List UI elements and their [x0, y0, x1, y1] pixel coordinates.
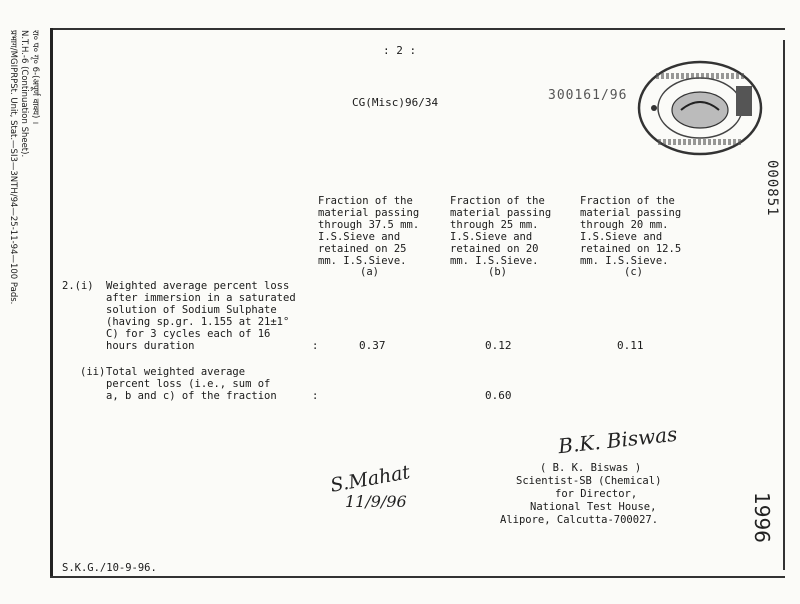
item-1-value-c: 0.11	[617, 339, 644, 352]
item-2-label: (ii)	[80, 366, 106, 378]
page-border-right	[783, 40, 785, 570]
signatory-name: ( B. K. Biswas )	[540, 462, 642, 474]
column-letter-c: (c)	[624, 266, 643, 278]
imprint-line-3: प्रभाग/MGIPRPSt. Unit, Stat.—SI3—3NTH/94—25-11-94—100 Pads.	[8, 30, 18, 305]
document-page: रा० प० गृ० 6-(अपूर्ण वाक्य) । N.T.H.-6 (Continuation Sheet). प्रभाग/MGIPRPSt. Unit, Stat.—SI3—3NTH/94—25-11-94—100 Pads. : 2 : CG(Misc)96/34 300161/96 000851 Fraction of the material passing through 37.5 mm. I.S.Sieve and retained on 25 mm. I.S.Sieve. (a) Fraction of the material passing through 25 mm. I.S.Sieve and retained on 20 mm. I.S.Sieve. (b) Fraction of the material passing through 20 mm. I.S.Sieve and retained on 12.5 mm. I.S.Sieve. (c) 2.(i) Weighted average percent loss after immersion in a saturated solution of Sodium Sulphate (having sp.gr. 1.155 at 21±1° C) for 3 cycles each of 16 hours duration : 0.37 0.12 0.11 (ii) Total weighted average percent loss (i.e., sum of a, b and c) of the fraction : 0.60 B.K. Biswas ( B. K. Biswas ) Scientist-SB (Chemical) for Director, National Test House, Alipore, Calcutta-700027. S.Mahat 11/9/96 1996 S.K.G./10-9-96.	[0, 0, 800, 604]
signatory-org: National Test House,	[530, 501, 657, 513]
column-letter-a: (a)	[360, 266, 379, 278]
column-letter-b: (b)	[488, 266, 507, 278]
initials-date: 11/9/96	[345, 492, 407, 511]
official-seal	[636, 58, 764, 158]
item-1-label: 2.(i)	[62, 280, 94, 292]
page-border-bottom	[50, 576, 785, 578]
signatory-address: Alipore, Calcutta-700027.	[500, 514, 659, 526]
page-number: : 2 :	[383, 44, 417, 57]
item-1-value-b: 0.12	[485, 339, 512, 352]
stamp-number: 300161/96	[548, 88, 628, 103]
signatory-for-line: for Director,	[555, 488, 638, 500]
imprint-line-2: N.T.H.-6 (Continuation Sheet).	[19, 30, 29, 158]
page-border-top	[50, 28, 785, 30]
reference-number: CG(Misc)96/34	[352, 96, 439, 109]
signatory-designation: Scientist-SB (Chemical)	[516, 475, 662, 487]
side-number: 000851	[764, 160, 780, 217]
signature: B.K. Biswas	[557, 421, 679, 459]
year-mark: 1996	[750, 492, 774, 543]
initials-signature: S.Mahat	[328, 461, 412, 497]
imprint-line-1: रा० प० गृ० 6-(अपूर्ण वाक्य) ।	[30, 30, 40, 125]
item-2-value: 0.60	[485, 389, 512, 402]
item-1-value-a: 0.37	[359, 339, 386, 352]
footer-code: S.K.G./10-9-96.	[62, 562, 157, 574]
